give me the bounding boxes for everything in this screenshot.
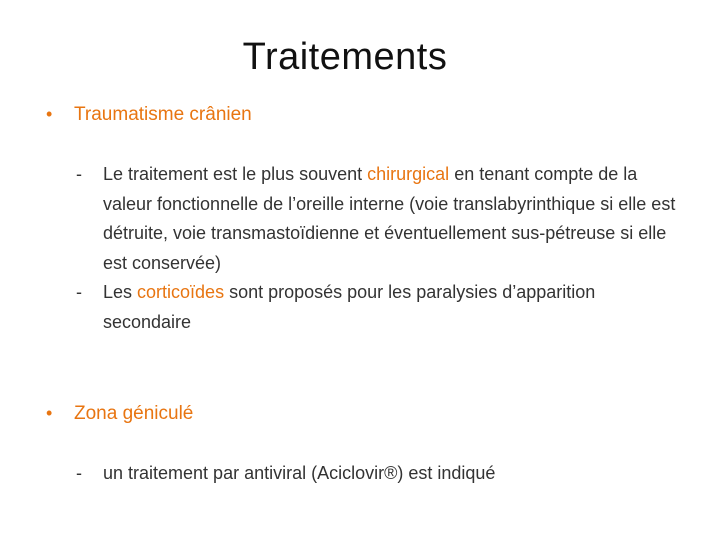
dash-marker: - [76,164,82,184]
sublist-zona [76,459,676,489]
list-item [76,459,676,489]
item-text [103,160,676,278]
section-heading: Traumatisme crânien [74,104,252,125]
bullet-dot-icon: • [46,403,53,423]
dash-marker: - [76,463,82,483]
list-item [76,160,676,278]
item-text-before: un traitement par antiviral (Aciclovir®) est indiqué [103,463,496,483]
item-text-before: Les [103,282,138,302]
bullet-zona [46,403,193,425]
bullet-traumatisme [46,104,252,126]
slide-title: Traitements [242,36,448,78]
item-text [103,278,676,337]
item-text [103,459,676,489]
bullet-dot-icon: • [46,104,53,124]
item-highlight: corticoïdes [137,282,225,302]
item-text-after: en tenant compte de la valeur fonctionnelle de l’oreille interne (voie translabyrinthique si elle est détruite, voie transmastoïdienne et éventuellement sus-pétreuse si elle est conservée) [103,164,676,273]
sublist-traumatisme [76,160,676,337]
item-text-before: Le traitement est le plus souvent [103,164,368,184]
item-highlight: chirurgical [367,164,450,184]
dash-marker: - [76,282,82,302]
item-text-after: sont proposés pour les paralysies d’apparition secondaire [103,282,596,332]
section-heading: Zona géniculé [74,403,194,424]
list-item [76,278,676,337]
